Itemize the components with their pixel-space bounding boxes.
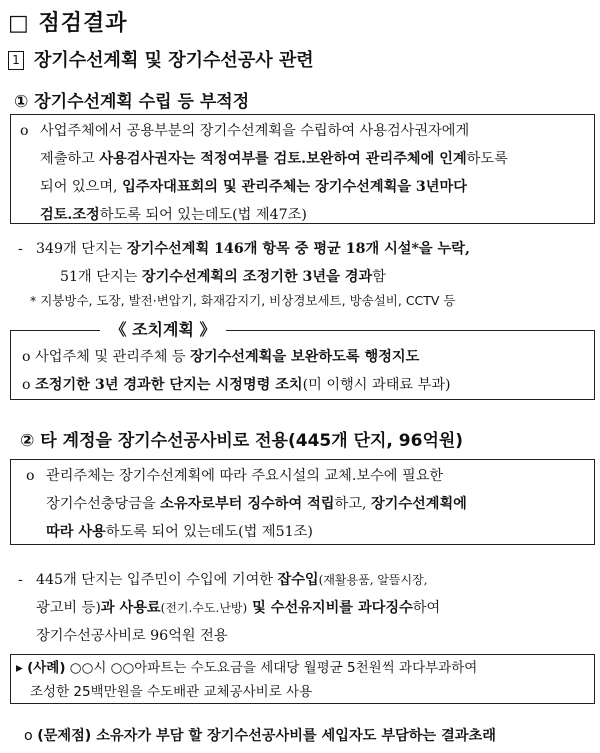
text: 함 [372,269,386,285]
item1-box-text [40,117,590,229]
text-small: (재활용품, 알뜰시장, [318,573,428,587]
text: o 사업주체 및 관리주체 등 [22,349,191,365]
item1-box-bullet: o [20,123,29,139]
text-bold: 따라 사용 [46,524,106,540]
text: 제출하고 [40,151,100,167]
section-title: 장기수선계획 및 장기수선공사 관련 [34,50,314,71]
item1-finding-dash: - [18,241,23,257]
problem-line [24,722,599,750]
example-line1 [16,656,591,680]
page-title: □ 점검결과 [8,11,128,36]
item2-heading: ② 타 계정을 장기수선공사비로 전용(445개 단지, 96억원) [20,431,464,451]
text-bold: (사례) [27,660,66,676]
text: 349개 단지는 [36,241,127,257]
item2-box-line1: 관리주체는 장기수선계획에 따라 주요시설의 교체.보수에 필요한 [46,468,444,484]
item1-heading: ① 장기수선계획 수립 등 부적정 [14,92,250,112]
example-text [16,656,591,704]
item2-finding-dash: - [18,572,23,588]
item1-footnote: * 지붕방수, 도장, 발전·변압기, 화재감지기, 비상경보세트, 방송설비, CCTV 등 [30,293,456,308]
item2-box-line2 [46,490,591,518]
text-bold: 장기수선계획에 [370,496,467,512]
text: o [22,377,36,393]
text: 장기수선충당금을 [46,496,161,512]
item2-finding-line3: 장기수선공사비로 96억원 전용 [36,628,228,644]
text-small: (전기.수도.난방) [160,601,248,615]
text: 하여 [412,600,441,616]
text-bold: 장기수선계획을 보완하도록 행정지도 [190,349,420,365]
text-bold: 소유자로부터 징수하여 적립 [160,496,335,512]
text-bold: 장기수선계획의 조정기한 3년을 경과 [141,269,373,285]
action-plan-items [22,343,592,399]
text: 광고비 등) [36,600,101,616]
item1-finding-line2 [36,263,596,291]
item1-box-line3 [40,173,590,201]
action-plan-item1 [22,343,592,371]
text: (미 이행시 과태료 부과) [302,377,451,393]
action-plan-item2 [22,371,592,399]
text-bold: 장기수선계획 146개 항목 중 평균 18개 시설*을 누락, [126,241,470,257]
section-heading [8,46,314,72]
text: 하도록 되어 있는데도(법 제47조) [99,207,307,223]
item2-box-bullet: o [26,468,35,484]
text-bold: 수선유지비를 과다징수 [270,600,413,616]
text: o [24,728,38,744]
text: 하도록 [466,151,508,167]
item2-box-text [46,462,591,546]
item1-finding-line1 [36,235,596,263]
example-line2: 조성한 25백만원을 수도배관 교체공사비로 사용 [30,684,313,700]
item1-box-line1: 사업주체에서 공용부분의 장기수선계획을 수립하여 사용검사권자에게 [40,123,470,139]
text: 하도록 되어 있는데도(법 제51조) [105,524,313,540]
text: 되어 있으며, [40,179,123,195]
item2-finding-line1 [36,566,596,594]
item2-finding [36,566,596,650]
text-bold: 잡수입 [277,572,319,588]
item1-box-line2 [40,145,590,173]
section-number: 1 [8,51,24,70]
text: 하고, [334,496,371,512]
item2-finding-line2 [36,594,596,622]
action-plan-label: 《 조치계획 》 [100,318,226,342]
text-bold: 조정기한 3년 경과한 단지는 시정명령 조치 [35,377,303,393]
text-bold: (문제점) 소유자가 부담 할 장기수선공사비를 세입자도 부담하는 결과초래 [37,728,496,744]
text-bold: 검토.조정 [40,207,100,223]
item1-box-line4 [40,201,590,229]
item2-box-line3 [46,518,591,546]
text-bold: 및 [247,600,271,616]
item1-finding [36,235,596,291]
text: ○○시 ○○아파트는 수도요금을 세대당 월평균 5천원씩 과다부과하여 [65,660,478,676]
text: 445개 단지는 입주민이 수입에 기여한 [36,572,278,588]
text: 51개 단지는 [60,269,142,285]
text-bold: 입주자대표회의 및 관리주체는 장기수선계획을 3년마다 [122,179,467,195]
text: ▸ [16,660,28,676]
text-bold: 과 사용료 [100,600,161,616]
text-bold: 사용검사권자는 적정여부를 검토.보완하여 관리주체에 인계 [99,151,467,167]
